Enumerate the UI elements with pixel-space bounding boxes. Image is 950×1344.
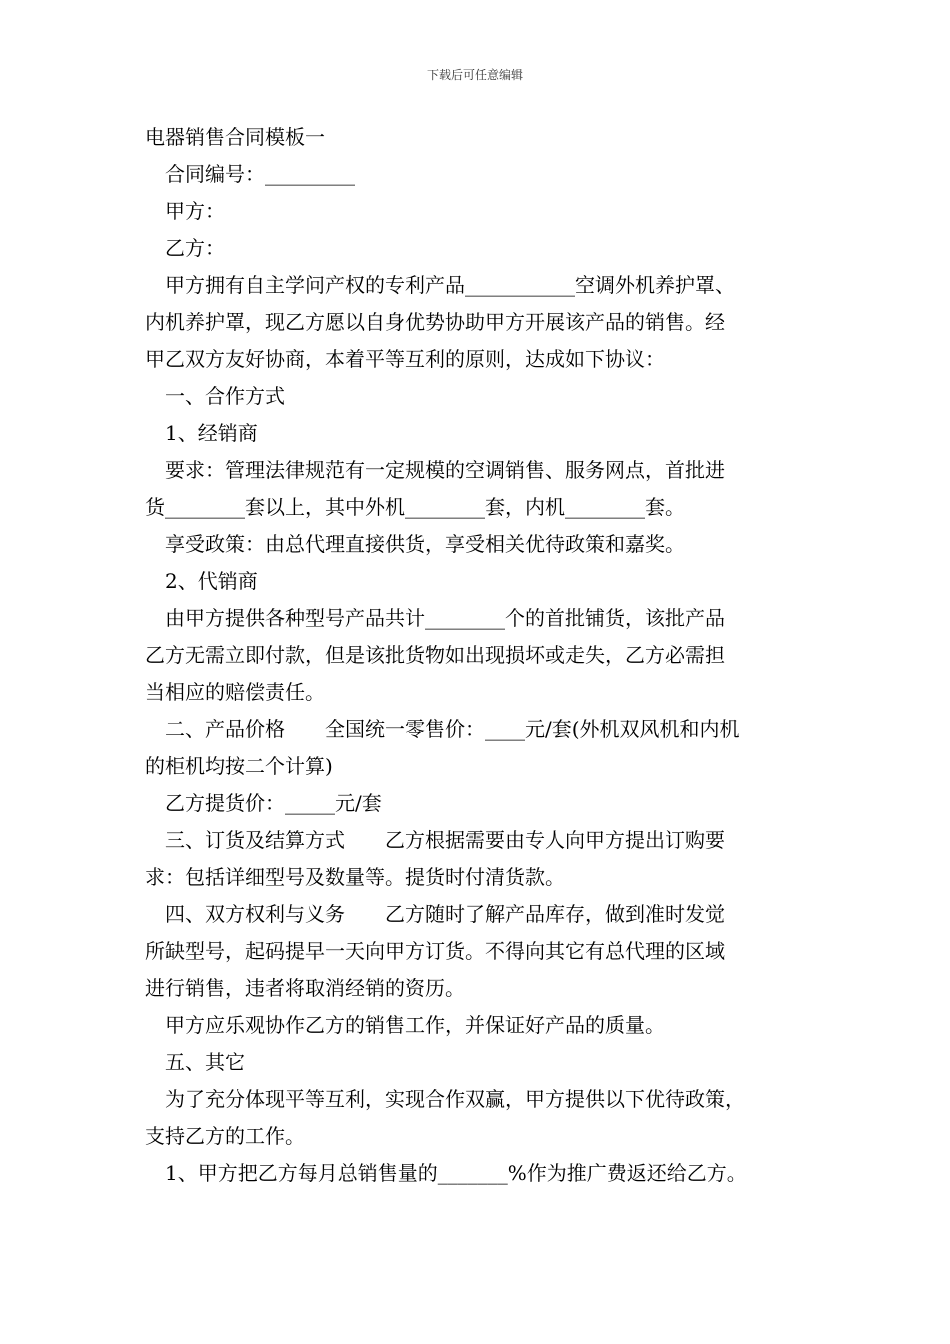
section-1-heading: 一、合作方式 bbox=[165, 384, 285, 408]
section-4-line-1: 四、双方权利与义务 乙方随时了解产品库存，做到准时发觉 bbox=[165, 902, 725, 926]
section-4-line-2: 所缺型号，起码提早一天向甲方订货。不得向其它有总代理的区域 bbox=[145, 939, 725, 963]
preamble-line-2: 内机养护罩，现乙方愿以自身优势协助甲方开展该产品的销售。经 bbox=[145, 310, 725, 334]
document-title: 电器销售合同模板一 bbox=[145, 125, 325, 149]
contract-number-line: 合同编号：_________ bbox=[165, 162, 355, 186]
section-3-line-1: 三、订货及结算方式 乙方根据需要由专人向甲方提出订购要 bbox=[165, 828, 725, 852]
consignment-line-2: 乙方无需立即付款，但是该批货物如出现损坏或走失，乙方必需担 bbox=[145, 643, 725, 667]
party-a-line: 甲方： bbox=[165, 199, 225, 223]
header-note: 下载后可任意编辑 bbox=[426, 68, 523, 82]
section-4-line-3: 进行销售，违者将取消经销的资历。 bbox=[145, 976, 465, 1000]
requirements-line-1: 要求：管理法律规范有一定规模的空调销售、服务网点，首批进 bbox=[165, 458, 725, 482]
pickup-price-line: 乙方提货价：_____元/套 bbox=[165, 791, 382, 815]
section-3-line-2: 求：包括详细型号及数量等。提货时付清货款。 bbox=[145, 865, 565, 889]
party-b-line: 乙方： bbox=[165, 236, 225, 260]
preamble-line-3: 甲乙双方友好协商，本着平等互利的原则，达成如下协议： bbox=[145, 347, 665, 371]
subsection-1-1-heading: 1、经销商 bbox=[165, 421, 258, 445]
consignment-line-1: 由甲方提供各种型号产品共计________个的首批铺货，该批产品 bbox=[165, 606, 725, 630]
preamble-line-1: 甲方拥有自主学问产权的专利产品___________空调外机养护罩、 bbox=[165, 273, 735, 297]
policy-line: 享受政策：由总代理直接供货，享受相关优待政策和嘉奖。 bbox=[165, 532, 685, 556]
requirements-line-2: 货________套以上，其中外机________套，内机________套。 bbox=[145, 495, 685, 519]
section-5-line-1: 为了充分体现平等互利，实现合作双赢，甲方提供以下优待政策， bbox=[165, 1087, 745, 1111]
section-4-line-4: 甲方应乐观协作乙方的销售工作，并保证好产品的质量。 bbox=[165, 1013, 665, 1037]
section-2-line-2: 的柜机均按二个计算) bbox=[145, 754, 333, 778]
subsection-1-2-heading: 2、代销商 bbox=[165, 569, 258, 593]
section-5-line-2: 支持乙方的工作。 bbox=[145, 1124, 305, 1148]
section-5-heading: 五、其它 bbox=[165, 1050, 245, 1074]
consignment-line-3: 当相应的赔偿责任。 bbox=[145, 680, 325, 704]
section-2-line-1: 二、产品价格 全国统一零售价：____元/套(外机双风机和内机 bbox=[165, 717, 740, 741]
section-5-item-1: 1、甲方把乙方每月总销售量的_______%作为推广费返还给乙方。 bbox=[165, 1161, 747, 1185]
contract-body bbox=[145, 119, 813, 1192]
